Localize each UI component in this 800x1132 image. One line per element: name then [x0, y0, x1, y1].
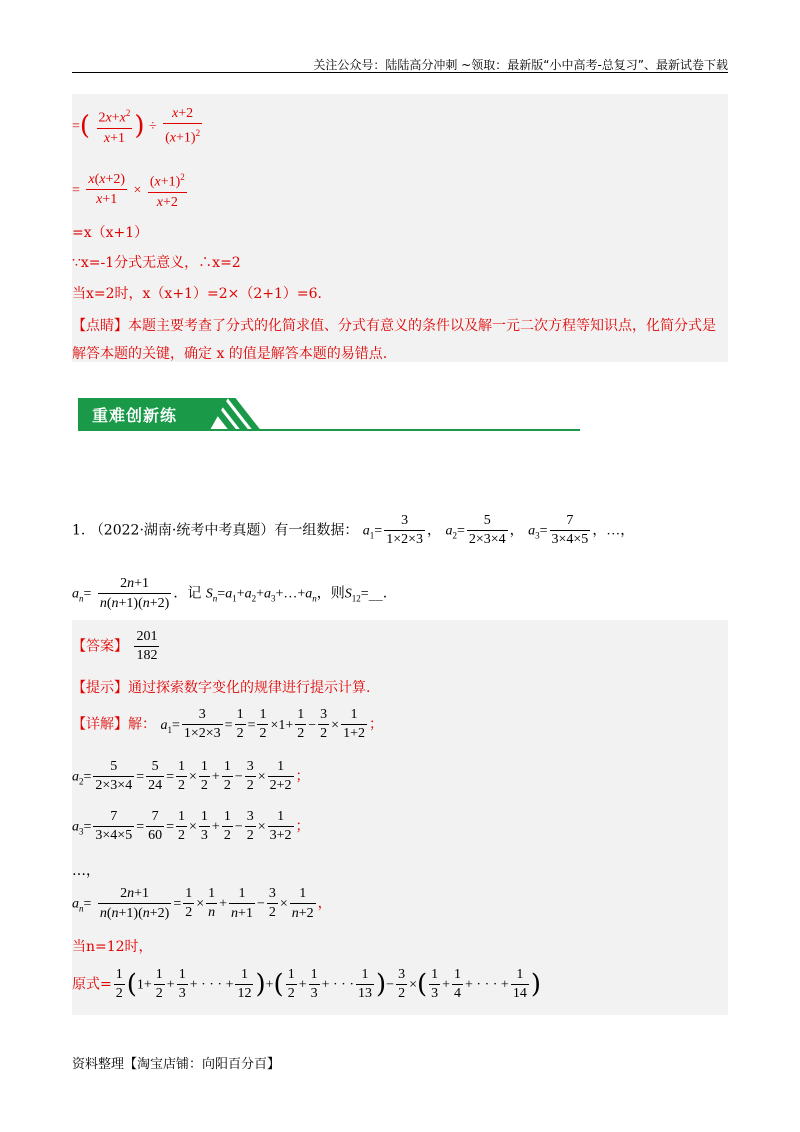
page-header: 关注公众号：陆陆高分冲刺 ~领取：最新版“小中高考-总复习”、最新试卷下载 [313, 58, 728, 72]
detail-line-3: $a_3=$ $\frac{7}{3\times 4\times 5}$ = $\frac{7}{60}$ = $\frac{1}{2}$ × $\frac{1}{3}$ + $\frac{1}{2}$ − $\frac{3}{2}$ × $\frac{1}{3+2}$ ； [72, 809, 310, 843]
answer-line [72, 628, 161, 665]
original-label: 原式= [72, 976, 112, 993]
answer-numerator: 201 [134, 628, 159, 647]
detail-line-2: $a_2=$ $\frac{5}{2\times 3\times 4}$ = $\frac{5}{24}$ = $\frac{1}{2}$ × $\frac{1}{2}$ + $\frac{1}{2}$ − $\frac{3}{2}$ × $\frac{1}{2+2}$ ； [72, 759, 310, 793]
section-title: 重难创新练 [92, 406, 178, 425]
formula-line-2: = $\frac{x(x+2)}{x+1}$ × $\frac{(x+1)^2}{x+2}$ [72, 168, 189, 212]
question-suffix: ．记 [173, 585, 202, 602]
question-then: ，则 [316, 585, 345, 602]
hint-label: 【提示】 [72, 680, 128, 696]
formula-line-3: =x（x+1） [72, 225, 149, 241]
section-banner [78, 398, 580, 432]
question-line-2: $a_n=$ $\frac{2n+1}{n(n+1)(n+2)}$ ．记 $S_n=a_1+a_2+a_3+\dots+a_n$，则$S_{12}=\_\_$. [72, 576, 388, 611]
tip-line-2: 解答本题的关键，确定 x 的值是解答本题的易错点. [72, 346, 388, 362]
question-line-1: 1. （2022·湖南·统考中考真题）有一组数据： $a_1=$ $\frac{3}{1\times 2\times 3}$ ， $a_2=$ $\frac{5}{2\times 3\times 4}$ ， $a_3=$ $\frac{7}{3\times 4\times 5}$ ，…， [72, 513, 635, 547]
original-line: 原式= $\frac{1}{2}$ (1+ $\frac{1}{2}$ + $\frac{1}{3}$ + · · · + $\frac{1}{12}$ )+( $\frac{1}{2}$ + $\frac{1}{3}$ + · · · $\frac{1}{13}$ )− $\frac{3}{2}$ ×( $\frac{1}{3}$ + $\frac{1}{4}$ + · · · + $\frac{1}{14}$ ) [72, 967, 541, 1001]
detail-line-1: 【详解】解： $a_1=$ $\frac{3}{1\times 2\times 3}$ = $\frac{1}{2}$ = $\frac{1}{2}$ ×1+ $\frac{1}{2}$ − $\frac{3}{2}$ × $\frac{1}{1+2}$ ； [72, 707, 383, 741]
detail-line-n: $a_n=$ $\frac{2n+1}{n(n+1)(n+2)}$ = $\frac{1}{2}$ × $\frac{1}{n}$ + $\frac{1}{n+1}$ − $\frac{3}{2}$ × $\frac{1}{n+2}$ ， [72, 885, 332, 921]
detail-ellipsis [72, 860, 100, 880]
formula-line-5: 当x=2时，x（x+1）=2×（2+1）=6． [72, 286, 332, 302]
question-source: （2022·湖南·统考中考真题）有一组数据： [89, 522, 359, 539]
tip-line-1 [72, 315, 716, 335]
hint-line [72, 677, 370, 697]
header-rule [72, 72, 728, 73]
detail-label: 【详解】 [72, 716, 128, 733]
answer-fraction [134, 628, 159, 665]
question-number: 1. [72, 522, 86, 539]
answer-denominator: 182 [136, 648, 158, 663]
page-footer: 资料整理【淘宝店铺：向阳百分百】 [72, 1057, 281, 1072]
answer-label: 【答案】 [72, 638, 128, 655]
tip-label: 【点睛】 [72, 318, 128, 334]
formula-line-1: =( $\frac{2x+x^2}{x+1}$ ) ÷ $\frac{x+2}{(x+1)^2}$ [72, 106, 201, 146]
detail-prefix: 解： [128, 716, 156, 733]
hint-text: 通过探索数字变化的规律进行提示计算. [128, 680, 371, 696]
when-line: 当n=12时， [72, 939, 153, 955]
answer-blank: __. [368, 585, 388, 602]
formula-line-4: ∵x=-1分式无意义，∴x=2 [72, 255, 241, 271]
section-underline [78, 429, 580, 431]
ellipsis-text: …， [72, 863, 100, 879]
tip-text-1: 本题主要考查了分式的化简求值、分式有意义的条件以及解一元二次方程等知识点，化简分式是 [128, 318, 716, 334]
